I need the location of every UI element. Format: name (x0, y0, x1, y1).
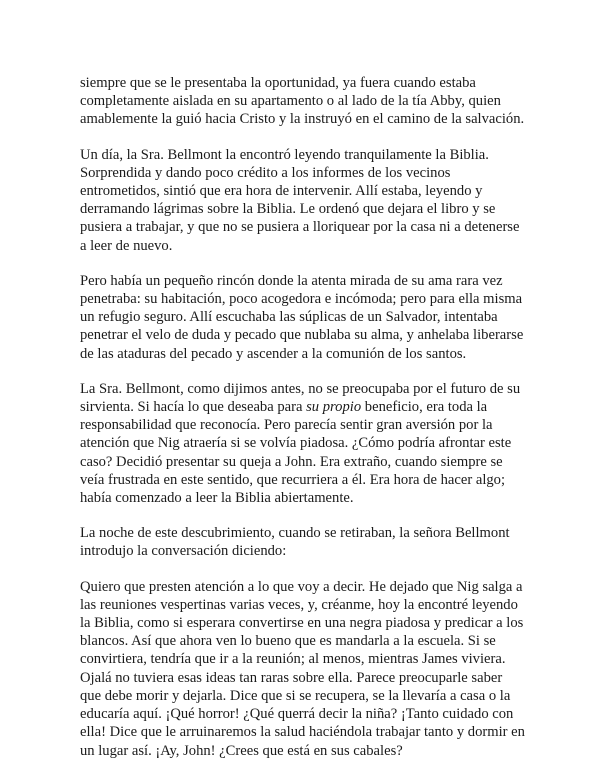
text-line: caso? Decidió presentar su queja a John. Era extraño, cuando siempre se (80, 453, 503, 470)
text-line: penetraba: su habitación, poco acogedora e incómoda; pero para ella misma (80, 291, 523, 308)
text-line: penetrar el velo de duda y pecado que nublaba su alma, y anhelaba liberarse (80, 327, 524, 344)
text-line: entrometidos, sintió que era hora de intervenir. Allí estaba, leyendo y (80, 183, 483, 200)
text-line: completamente aislada en su apartamento o al lado de la tía Abby, quien (80, 93, 501, 110)
document-page (80, 74, 526, 777)
text-line: Pero había un pequeño rincón donde la atenta mirada de su ama rara vez (80, 272, 503, 289)
text-line: ella! Dice que le arruinaremos la salud haciéndola trabajar tanto y dormir en (80, 724, 525, 741)
paragraph-1 (80, 74, 526, 129)
text-line: introdujo la conversación diciendo: (80, 543, 287, 560)
paragraph-2 (80, 146, 526, 255)
text-segment: beneficio, era toda la (361, 399, 488, 416)
text-line: que debe morir y dejarla. Dice que si se recupera, se la llevaría a casa o la (80, 687, 511, 704)
text-line: atención que Nig atraería si se volvía piadosa. ¿Cómo podría afrontar este (80, 435, 512, 452)
paragraph-6 (80, 578, 526, 760)
paragraph-3 (80, 272, 526, 363)
text-line: convirtiera, tendría que ir a la reunión; al menos, mientras James viviera. (80, 651, 506, 668)
text-line: veía frustrada en este sentido, que recurriera a él. Era hora de hacer algo; (80, 471, 506, 488)
text-line: amablemente la guió hacia Cristo y la instruyó en el camino de la salvación. (80, 111, 525, 128)
text-line: La noche de este descubrimiento, cuando se retiraban, la señora Bellmont (80, 525, 510, 542)
text-line: responsabilidad que reconocía. Pero parecía sentir gran aversión por la (80, 417, 493, 434)
text-line: Ojalá no tuviera esas ideas tan raras sobre ella. Parece preocuparle saber (80, 669, 503, 686)
text-segment: sirvienta. Si hacía lo que deseaba para (80, 399, 307, 416)
text-line: siempre que se le presentaba la oportunidad, ya fuera cuando estaba (80, 75, 476, 91)
text-line: educaría aquí. ¡Qué horror! ¿Qué querrá decir la niña? ¡Tanto cuidado con (80, 706, 514, 723)
text-line: un refugio seguro. Allí escuchaba las súplicas de un Salvador, intentaba (80, 309, 498, 326)
text-line: un lugar así. ¡Ay, John! ¿Crees que está en sus cabales? (80, 742, 403, 759)
paragraph-5 (80, 524, 526, 560)
text-line: derramando lágrimas sobre la Biblia. Le ordenó que dejara el libro y se (80, 201, 496, 218)
text-line: Un día, la Sra. Bellmont la encontró leyendo tranquilamente la Biblia. (80, 146, 489, 163)
italic-emphasis: su propio (306, 399, 362, 416)
text-line: había comenzado a leer la Biblia abiertamente. (80, 490, 354, 507)
paragraph-4 (80, 380, 526, 507)
text-line: las reuniones vespertinas varias veces, y, créanme, hoy la encontré leyendo (80, 596, 518, 613)
text-line: blancos. Así que ahora ven lo bueno que es mandarla a la escuela. Si se (80, 633, 496, 650)
text-line: Quiero que presten atención a lo que voy a decir. He dejado que Nig salga a (80, 578, 523, 595)
text-line: La Sra. Bellmont, como dijimos antes, no se preocupaba por el futuro de su (80, 380, 521, 397)
text-line: Sorprendida y dando poco crédito a los informes de los vecinos (80, 164, 451, 181)
text-line (80, 399, 487, 415)
text-line: pusiera a trabajar, y que no se pusiera a lloriquear por la casa ni a detenerse (80, 219, 520, 236)
text-line: la Biblia, como si esperara convertirse en una negra piadosa y predicar a los (80, 615, 524, 632)
text-line: de las ataduras del pecado y ascender a la comunión de los santos. (80, 345, 467, 362)
text-line: a leer de nuevo. (80, 237, 173, 254)
